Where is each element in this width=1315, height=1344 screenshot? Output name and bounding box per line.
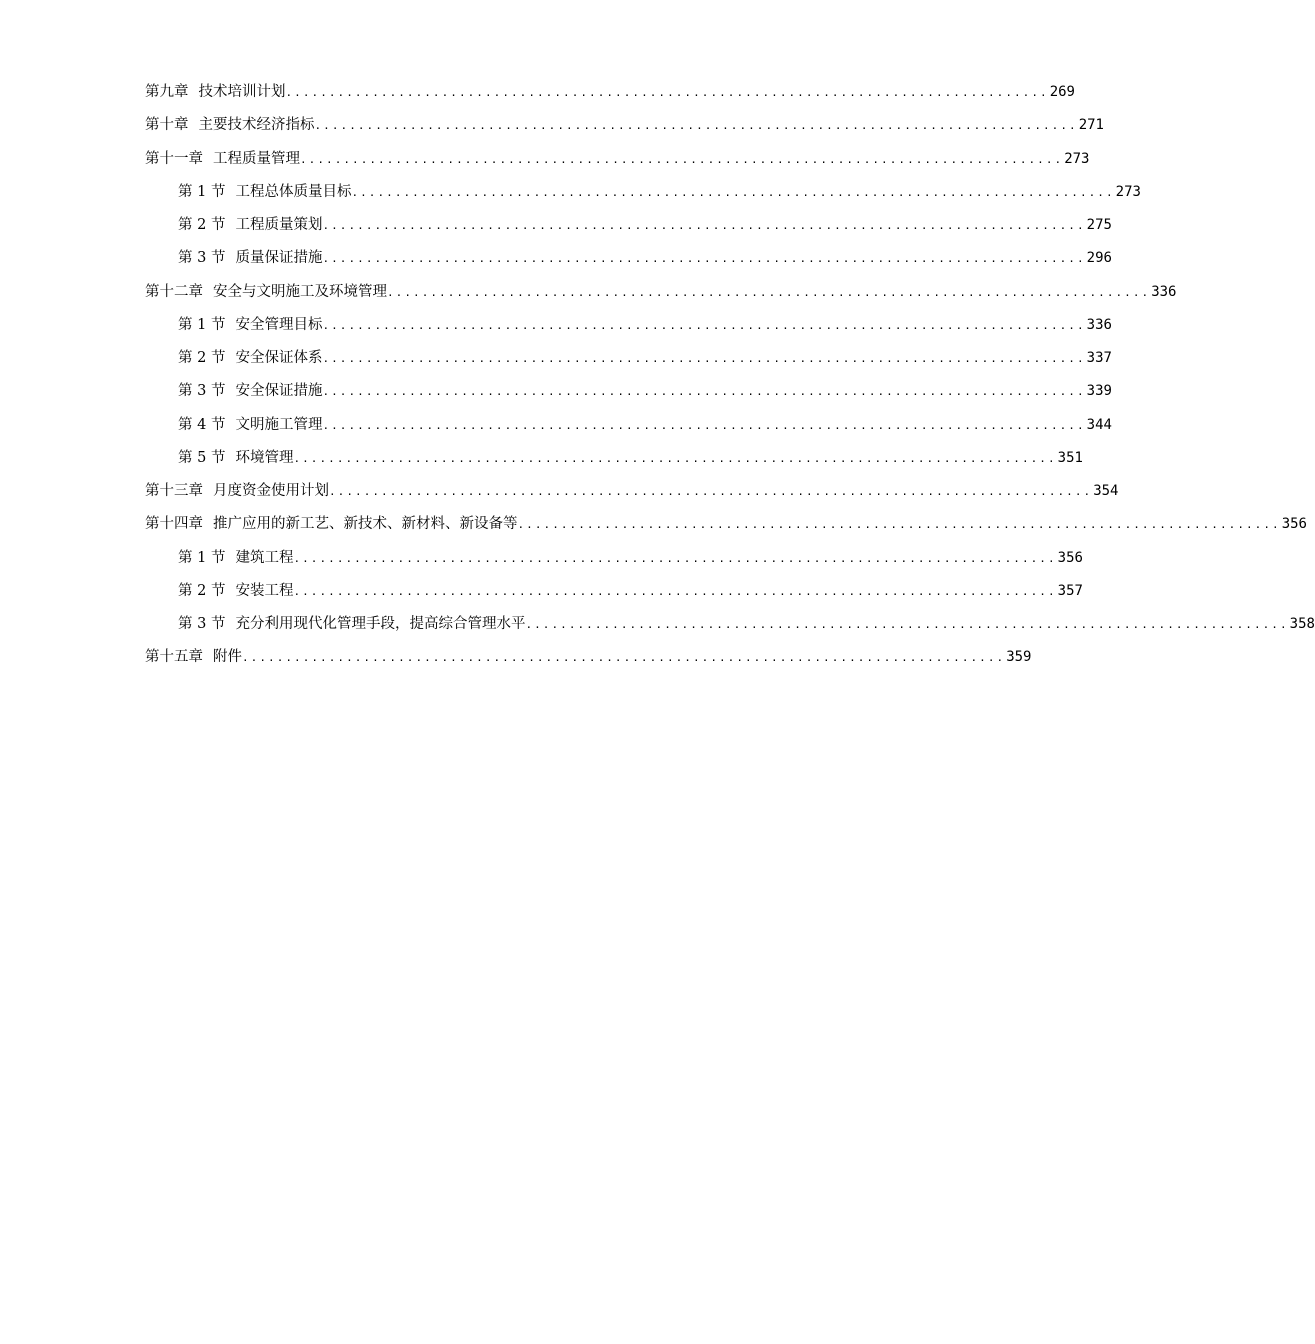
dot-leader: ........................................................................................ (293, 551, 1057, 565)
toc-entry-chapter-11-section-1[interactable] (145, 176, 1141, 209)
toc-entry-chapter-15[interactable] (145, 641, 1032, 674)
toc-entry-number: 第十一章 (145, 150, 203, 167)
dot-leader: ........................................................................................ (329, 485, 1093, 498)
toc-entry-chapter-10[interactable] (145, 109, 1104, 142)
toc-entry-title: 推广应用的新工艺、新技术、新材料、新设备等 (213, 516, 518, 533)
toc-entry-page-number: 271 (1078, 117, 1104, 134)
toc-entry-page-number: 275 (1086, 217, 1112, 233)
toc-entry-chapter-14-section-1[interactable] (145, 542, 1083, 575)
toc-entry-number: 第 3 节 (178, 616, 226, 632)
toc-entry-number: 第 5 节 (178, 449, 226, 466)
toc-entry-page-number: 339 (1086, 383, 1112, 400)
toc-entry-label (145, 143, 300, 176)
toc-entry-label (145, 76, 286, 109)
toc-entry-chapter-14[interactable] (145, 508, 1307, 541)
dot-leader: ........................................................................................ (525, 618, 1289, 631)
toc-entry-chapter-11[interactable] (145, 143, 1090, 176)
toc-entry-number: 第十三章 (145, 483, 203, 499)
toc-entry-page-number: 296 (1086, 250, 1112, 267)
toc-entry-label (145, 508, 518, 541)
toc-entry-chapter-12-section-3[interactable] (145, 375, 1112, 408)
toc-entry-chapter-11-section-2[interactable] (145, 209, 1112, 242)
toc-entry-number: 第 1 节 (178, 316, 226, 333)
toc-entry-page-number: 357 (1057, 582, 1083, 599)
toc-entry-title: 月度资金使用计划 (213, 483, 329, 499)
toc-entry-title: 工程质量管理 (213, 150, 300, 167)
toc-entry-label (178, 242, 322, 275)
toc-entry-number: 第十五章 (145, 649, 203, 666)
toc-entry-number: 第 4 节 (178, 416, 226, 433)
toc-entry-label (145, 475, 329, 508)
toc-entry-chapter-9[interactable] (145, 76, 1075, 109)
dot-leader: ........................................................................................ (322, 385, 1086, 399)
toc-entry-page-number: 354 (1093, 483, 1119, 499)
toc-entry-title: 安全保证措施 (235, 383, 323, 400)
dot-leader: ........................................................................................ (242, 651, 1006, 665)
toc-entry-label (178, 442, 293, 475)
toc-entry-chapter-12[interactable] (145, 276, 1177, 309)
dot-leader: ........................................................................................ (322, 352, 1086, 365)
dot-leader: ........................................................................................ (285, 86, 1049, 99)
toc-entry-chapter-13[interactable] (145, 475, 1119, 508)
toc-entry-page-number: 336 (1086, 316, 1112, 333)
toc-entry-chapter-12-section-4[interactable] (145, 409, 1112, 442)
toc-entry-title: 文明施工管理 (235, 416, 323, 433)
dot-leader: ........................................................................................ (351, 185, 1115, 199)
toc-entry-title: 建筑工程 (235, 549, 294, 566)
dot-leader: ........................................................................................ (322, 418, 1086, 432)
toc-entry-number: 第 3 节 (178, 250, 226, 267)
toc-entry-title: 安装工程 (235, 582, 294, 599)
dot-leader: ........................................................................................ (322, 219, 1086, 232)
dot-leader: ........................................................................................ (293, 584, 1057, 598)
toc-entry-chapter-12-section-5[interactable] (145, 442, 1083, 475)
toc-entry-label (178, 176, 351, 209)
toc-entry-title: 环境管理 (235, 449, 294, 466)
toc-entry-title: 技术培训计划 (198, 84, 286, 100)
toc-entry-number: 第 2 节 (178, 582, 226, 599)
toc-entry-page-number: 344 (1086, 416, 1112, 433)
toc-entry-label (178, 375, 322, 408)
dot-leader: ........................................................................................ (300, 152, 1064, 166)
toc-entry-chapter-12-section-2[interactable] (145, 342, 1112, 375)
toc-entry-page-number: 273 (1115, 183, 1141, 200)
toc-entry-number: 第 2 节 (178, 350, 226, 366)
dot-leader: ........................................................................................ (322, 252, 1086, 266)
table-of-contents (145, 76, 1315, 675)
toc-entry-label (178, 542, 293, 575)
toc-entry-title: 安全管理目标 (235, 316, 323, 333)
toc-entry-chapter-12-section-1[interactable] (145, 309, 1112, 342)
dot-leader: ........................................................................................ (387, 285, 1151, 299)
toc-entry-label (178, 342, 322, 375)
toc-entry-page-number: 351 (1057, 449, 1083, 466)
toc-entry-page-number: 356 (1281, 516, 1307, 533)
dot-leader: ........................................................................................ (517, 518, 1281, 532)
toc-entry-title: 附件 (213, 649, 242, 666)
toc-entry-page-number: 269 (1049, 84, 1075, 100)
toc-entry-number: 第十章 (145, 117, 189, 134)
toc-entry-number: 第 2 节 (178, 217, 226, 233)
toc-entry-number: 第 1 节 (178, 183, 226, 200)
toc-entry-label (145, 276, 387, 309)
toc-entry-title: 工程总体质量目标 (235, 183, 352, 200)
toc-entry-label (178, 608, 525, 641)
toc-entry-label (145, 641, 242, 674)
toc-entry-number: 第 1 节 (178, 549, 226, 566)
toc-entry-label (178, 209, 322, 242)
toc-entry-number: 第 3 节 (178, 383, 226, 400)
toc-entry-title: 质量保证措施 (235, 250, 323, 267)
toc-entry-chapter-11-section-3[interactable] (145, 242, 1112, 275)
toc-entry-page-number: 337 (1086, 350, 1112, 366)
toc-entry-label (178, 409, 322, 442)
toc-entry-label (178, 575, 293, 608)
dot-leader: ........................................................................................ (314, 119, 1078, 133)
dot-leader: ........................................................................................ (293, 451, 1057, 465)
toc-entry-label (145, 109, 315, 142)
toc-entry-label (178, 309, 322, 342)
toc-entry-title: 充分利用现代化管理手段，提高综合管理水平 (235, 616, 526, 632)
toc-entry-title: 工程质量策划 (235, 217, 323, 233)
toc-entry-number: 第九章 (145, 84, 189, 100)
toc-entry-page-number: 273 (1064, 150, 1090, 167)
toc-entry-page-number: 356 (1057, 549, 1083, 566)
toc-entry-page-number: 358 (1289, 616, 1315, 632)
dot-leader: ........................................................................................ (322, 318, 1086, 332)
toc-entry-page-number: 359 (1006, 649, 1032, 666)
toc-entry-chapter-14-section-2[interactable] (145, 575, 1083, 608)
toc-entry-chapter-14-section-3[interactable] (145, 608, 1315, 641)
toc-entry-number: 第十四章 (145, 516, 203, 533)
toc-entry-title: 安全保证体系 (235, 350, 323, 366)
toc-entry-title: 安全与文明施工及环境管理 (213, 283, 387, 300)
toc-entry-title: 主要技术经济指标 (198, 117, 315, 134)
toc-entry-page-number: 336 (1151, 283, 1177, 300)
toc-entry-number: 第十二章 (145, 283, 203, 300)
